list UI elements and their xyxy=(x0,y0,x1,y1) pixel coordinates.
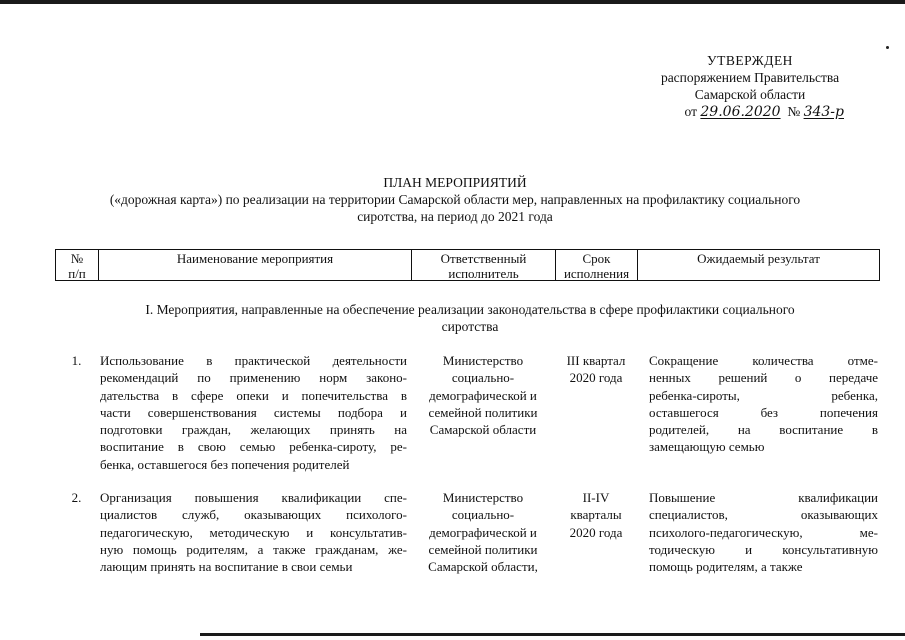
row-result xyxy=(637,352,880,473)
row-name xyxy=(98,489,411,575)
section-line-1: I. Мероприятия, направленные на обеспечение реализации законодательства в сфере профилактики социального xyxy=(145,302,795,317)
text-line: Ответственный xyxy=(440,251,527,266)
text-line: социально- xyxy=(451,507,515,523)
header-num xyxy=(56,250,99,280)
section-line-2: сиротства xyxy=(441,319,499,334)
text-line: Срок xyxy=(582,251,611,266)
text-line: части совершенствования системы подбора и xyxy=(100,404,407,420)
row-responsible xyxy=(411,352,555,473)
text-line: кварталы xyxy=(570,507,622,523)
plan-subtitle-line-2: сиротства, на период до 2021 года xyxy=(357,209,553,224)
row-term xyxy=(555,352,637,473)
header-name xyxy=(99,250,412,280)
text-line: Сокращение количества отме- xyxy=(649,353,878,368)
text-line: помощь родителям, а также xyxy=(649,559,803,575)
text-line: оставшегося без попечения xyxy=(649,404,878,420)
text-line: педагогическую, методическую и консультатив- xyxy=(100,524,407,540)
text-line: 2020 года xyxy=(569,524,623,540)
approval-line-1: распоряжением Правительства xyxy=(660,70,840,85)
approval-stamp xyxy=(600,52,900,121)
text-line: ненных решений о передаче xyxy=(649,370,878,386)
header-term xyxy=(556,250,638,280)
text-line: семейной политики xyxy=(428,404,538,420)
text-line: психолого-педагогическую, ме- xyxy=(649,524,878,540)
text-line: родителей, на воспитание в xyxy=(649,422,878,438)
text-line: № xyxy=(70,251,84,266)
text-line: III квартал xyxy=(566,353,626,368)
table-row xyxy=(55,352,880,473)
row-result xyxy=(637,489,880,575)
header-result xyxy=(638,250,879,280)
text-line: Министерство xyxy=(442,490,524,505)
approval-date: 29.06.2020 xyxy=(700,104,781,120)
approval-date-prefix: от xyxy=(684,104,698,119)
text-line: подготовки граждан, желающих принять на xyxy=(100,422,407,438)
section-heading xyxy=(60,301,880,335)
header-responsible xyxy=(412,250,556,280)
text-line: воспитание в свою семью ребенка-сироту, ре- xyxy=(100,439,407,455)
text-line: циалистов служб, оказывающих психолого- xyxy=(100,507,407,523)
table-header xyxy=(55,249,880,281)
plan-heading xyxy=(40,174,870,225)
row-num: 2. xyxy=(71,490,82,505)
text-line: Организация повышения квалификации спе- xyxy=(100,490,407,505)
scan-edge-bottom xyxy=(200,633,905,636)
row-num: 1. xyxy=(71,353,82,368)
text-line: Наименование мероприятия xyxy=(176,251,334,266)
text-line: социально- xyxy=(451,370,515,386)
row-name xyxy=(98,352,411,473)
text-line: исполнения xyxy=(563,266,630,281)
scan-speck xyxy=(886,46,889,49)
text-line: Ожидаемый результат xyxy=(697,251,820,266)
text-line: п/п xyxy=(68,266,86,281)
approval-date-row xyxy=(600,103,900,121)
text-line: исполнитель xyxy=(448,266,519,281)
row-responsible xyxy=(411,489,555,575)
text-line: демографической и xyxy=(429,387,537,403)
text-line: Самарской области xyxy=(429,422,537,438)
approval-line-2: Самарской области xyxy=(694,87,806,102)
text-line: Использование в практической деятельности xyxy=(100,353,407,368)
text-line: Повышение квалификации xyxy=(649,490,878,505)
text-line: Самарской области, xyxy=(428,559,538,575)
text-line: лающим принять на воспитание в свои семьи xyxy=(100,559,353,575)
row-term xyxy=(555,489,637,575)
text-line: семейной политики xyxy=(428,541,538,557)
text-line: Министерство xyxy=(442,353,524,368)
text-line: тодическую и консультативную xyxy=(649,541,878,557)
approval-number: 343-р xyxy=(803,104,844,120)
text-line: ную помощь родителям, а также гражданам, же- xyxy=(100,541,407,557)
approval-title: УТВЕРЖДЕН xyxy=(707,53,793,68)
text-line: бенка, оставшегося без попечения родителей xyxy=(100,456,350,472)
text-line: замещающую семью xyxy=(649,439,765,455)
plan-subtitle-line-1: («дорожная карта») по реализации на территории Самарской области мер, направленных на профилактику социального xyxy=(109,192,801,207)
text-line: демографической и xyxy=(429,524,537,540)
approval-number-prefix: № xyxy=(787,104,801,119)
text-line: дательства в сфере опеки и попечительства в xyxy=(100,387,407,403)
text-line: II-IV xyxy=(582,490,610,505)
text-line: специалистов, оказывающих xyxy=(649,507,878,523)
plan-title: ПЛАН МЕРОПРИЯТИЙ xyxy=(383,175,527,190)
table-row xyxy=(55,489,880,575)
text-line: рекомендаций по применению норм законо- xyxy=(100,370,407,386)
text-line: 2020 года xyxy=(569,370,623,386)
scan-edge-top xyxy=(0,0,905,4)
text-line: ребенка-сироты, ребенка, xyxy=(649,387,878,403)
